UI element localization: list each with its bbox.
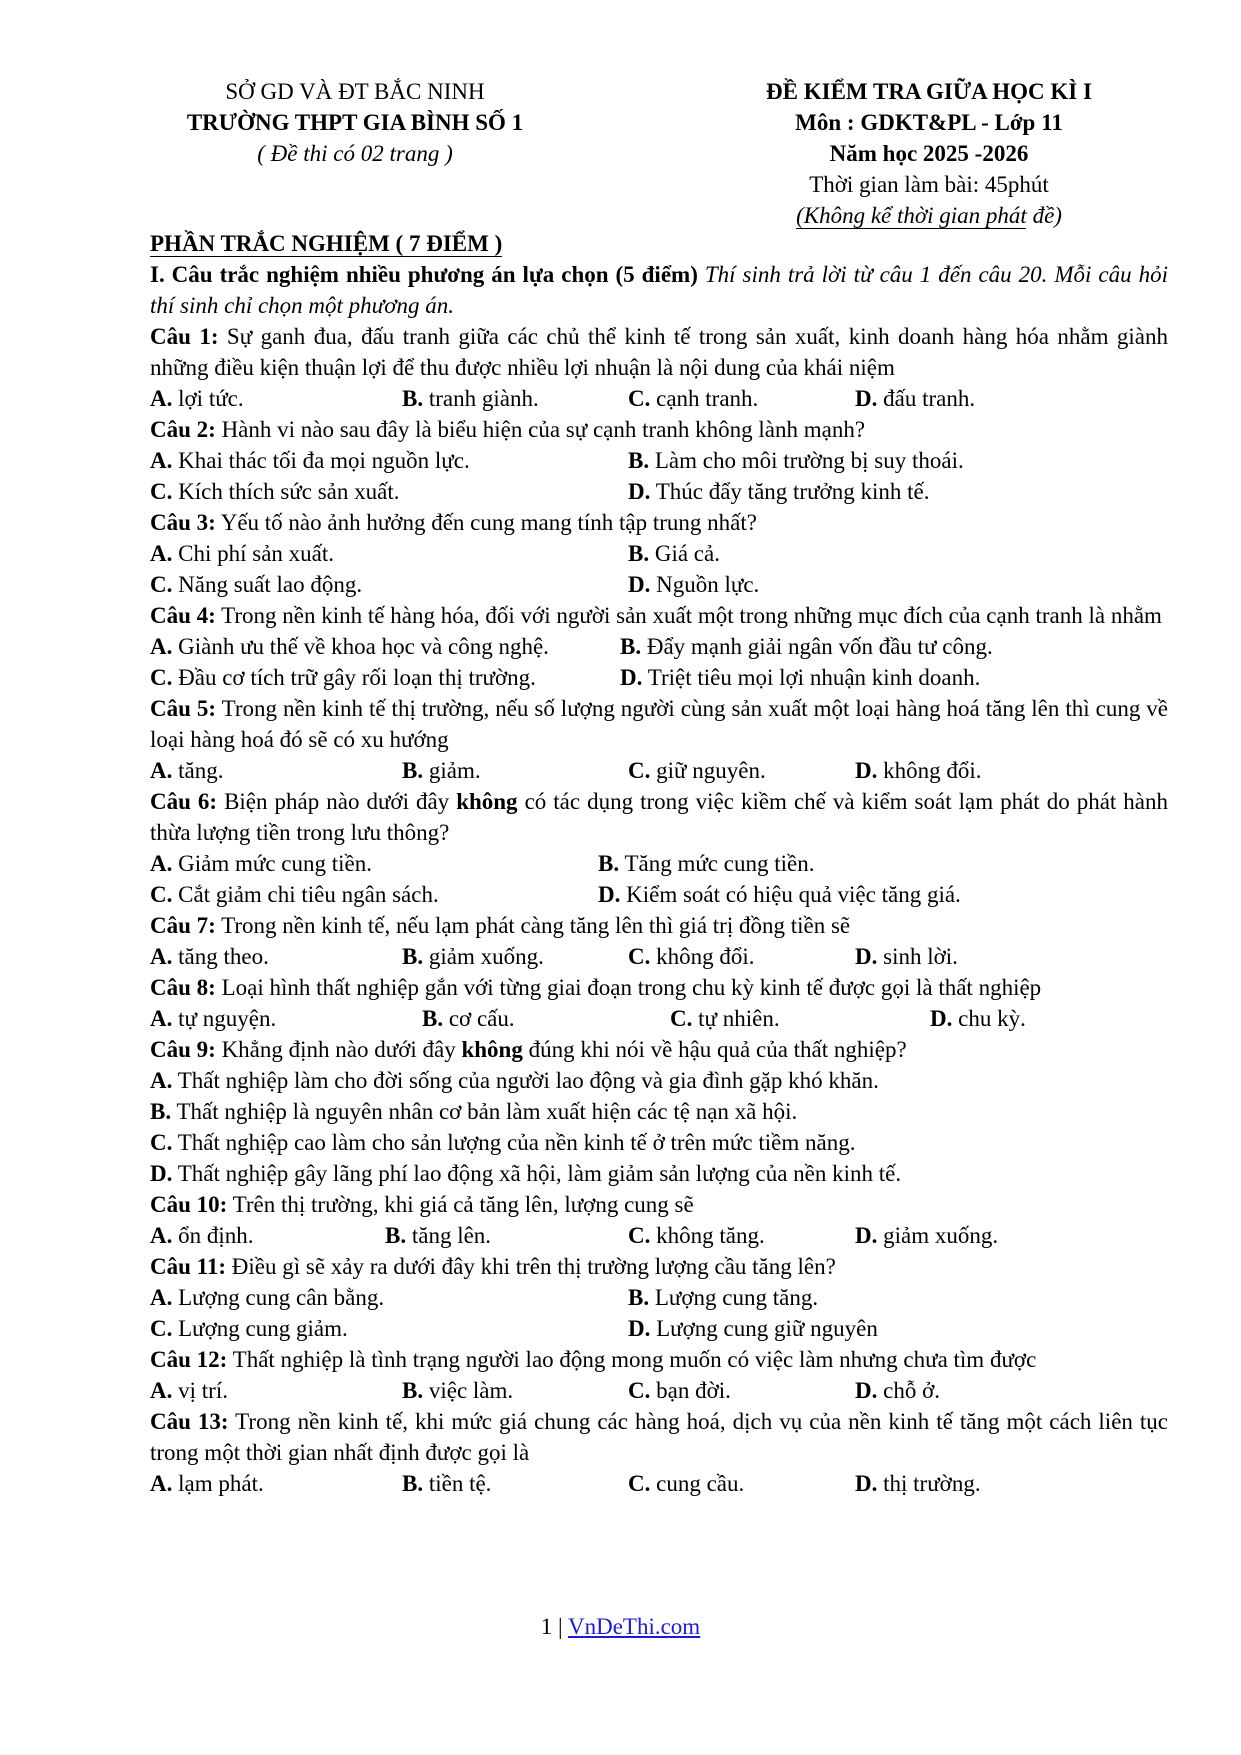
question-number: Câu 11: <box>150 1254 227 1279</box>
option-a: A. Giành ưu thế về khoa học và công nghệ. <box>150 634 549 659</box>
question-number: Câu 8: <box>150 975 216 1000</box>
emphasis-not: không <box>456 789 518 814</box>
option-d: D. đấu tranh. <box>855 386 976 411</box>
exam-info-block <box>690 76 1168 231</box>
options-8 <box>150 1003 1168 1034</box>
option-a: A. tăng theo. <box>150 944 269 969</box>
school-year: Năm học 2025 -2026 <box>829 141 1029 166</box>
question-number: Câu 1: <box>150 324 219 349</box>
question-number: Câu 6: <box>150 789 218 814</box>
option-a: A. vị trí. <box>150 1378 228 1403</box>
option-b: B. Thất nghiệp là nguyên nhân cơ bản làm xuất hiện các tệ nạn xã hội. <box>150 1099 798 1124</box>
options-6b <box>150 879 1168 910</box>
question-5 <box>150 693 1168 755</box>
option-d: D. chu kỳ. <box>930 1006 1026 1031</box>
question-number: Câu 12: <box>150 1347 228 1372</box>
option-b: B. việc làm. <box>402 1378 514 1403</box>
question-text: Hành vi nào sau đây là biểu hiện của sự cạnh tranh không lành mạnh? <box>215 417 866 442</box>
options-4a <box>150 631 1168 662</box>
option-b: B. tranh giành. <box>402 386 539 411</box>
question-text: Sự ganh đua, đấu tranh giữa các chủ thể kinh tế trong sản xuất, kinh doanh hàng hóa nhằm giành những điều kiện thuận lợi để thu được nhiều lợi nhuận là nội dung của khái niệm <box>150 324 1168 380</box>
options-1 <box>150 383 1168 414</box>
option-d: D. thị trường. <box>855 1471 981 1496</box>
option-b: B. Lượng cung tăng. <box>628 1285 819 1310</box>
option-c: C. cạnh tranh. <box>628 386 759 411</box>
option-b: B. Làm cho môi trường bị suy thoái. <box>628 448 964 473</box>
option-b: B. tiền tệ. <box>402 1471 492 1496</box>
options-5 <box>150 755 1168 786</box>
option-a: A. Thất nghiệp làm cho đời sống của người lao động và gia đình gặp khó khăn. <box>150 1068 879 1093</box>
question-number: Câu 9: <box>150 1037 216 1062</box>
option-c: C. Đầu cơ tích trữ gây rối loạn thị trường. <box>150 665 536 690</box>
option-b: B. tăng lên. <box>385 1223 492 1248</box>
question-text: Trong nền kinh tế hàng hóa, đối với người sản xuất một trong những mục đích của cạnh tranh là nhằm <box>215 603 1162 628</box>
question-6: Câu 6: Biện pháp nào dưới đây không có tác dụng trong việc kiềm chế và kiểm soát lạm phát do phát hành thừa lượng tiền trong lưu thông? <box>150 789 1169 845</box>
option-c: C. cung cầu. <box>628 1471 745 1496</box>
question-text: Loại hình thất nghiệp gắn với từng giai đoạn trong chu kỳ kinh tế được gọi là thất nghiệp <box>215 975 1042 1000</box>
options-7 <box>150 941 1168 972</box>
option-a: A. Lượng cung cân bằng. <box>150 1285 385 1310</box>
question-text: Trong nền kinh tế, nếu lạm phát càng tăng lên thì giá trị đồng tiền sẽ <box>215 913 851 938</box>
part1-intro <box>150 259 1168 321</box>
option-c: C. không tăng. <box>628 1223 765 1248</box>
option-b: B. Giá cả. <box>628 541 720 566</box>
option-d: D. Lượng cung giữ nguyên <box>628 1316 878 1341</box>
option-d: D. không đổi. <box>855 758 982 783</box>
question-number: Câu 3: <box>150 510 216 535</box>
option-c: C. giữ nguyên. <box>628 758 766 783</box>
option-c: C. không đổi. <box>628 944 755 969</box>
school-name: TRƯỜNG THPT GIA BÌNH SỐ 1 <box>186 110 524 135</box>
options-10 <box>150 1220 1168 1251</box>
duration: Thời gian làm bài: 45phút <box>809 172 1049 197</box>
option-c: C. Kích thích sức sản xuất. <box>150 479 400 504</box>
duration-note: (Không kể thời gian phát đề) <box>796 203 1062 228</box>
option-a: A. Khai thác tối đa mọi nguồn lực. <box>150 448 470 473</box>
option-c: C. Lượng cung giảm. <box>150 1316 348 1341</box>
question-text: Trong nền kinh tế, khi mức giá chung các hàng hoá, dịch vụ của nền kinh tế tăng một cách liên tục trong một thời gian nhất định được gọi là <box>150 1409 1169 1465</box>
emphasis-not: không <box>461 1037 523 1062</box>
option-d: D. sinh lời. <box>855 944 958 969</box>
option-a: A. lạm phát. <box>150 1471 264 1496</box>
question-number: Câu 5: <box>150 696 217 721</box>
exam-title: ĐỀ KIỂM TRA GIỮA HỌC KÌ I <box>766 79 1092 104</box>
question-number: Câu 13: <box>150 1409 229 1434</box>
option-b: B. cơ cấu. <box>422 1006 515 1031</box>
question-3 <box>150 507 1168 538</box>
department-name: SỞ GD VÀ ĐT BẮC NINH <box>225 79 485 104</box>
question-1 <box>150 321 1168 383</box>
option-a: A. Chi phí sản xuất. <box>150 541 335 566</box>
question-number: Câu 2: <box>150 417 216 442</box>
option-b: B. Đẩy mạnh giải ngân vốn đầu tư công. <box>620 634 993 659</box>
option-c: C. Cắt giảm chi tiêu ngân sách. <box>150 882 439 907</box>
option-a: A. tăng. <box>150 758 224 783</box>
options-2b <box>150 476 1168 507</box>
option-a: A. Giảm mức cung tiền. <box>150 851 372 876</box>
option-d: D. Nguồn lực. <box>628 572 760 597</box>
question-text: Yếu tố nào ảnh hưởng đến cung mang tính tập trung nhất? <box>215 510 757 535</box>
question-text: Trong nền kinh tế thị trường, nếu số lượng người cùng sản xuất một loại hàng hoá tăng lên thì cung về loại hàng hoá đó sẽ có xu hướng <box>150 696 1168 752</box>
exam-page <box>150 76 1168 1499</box>
question-number: Câu 10: <box>150 1192 228 1217</box>
page-number: 1 | <box>540 1614 568 1639</box>
options-11a <box>150 1282 1168 1313</box>
exam-body <box>150 231 1169 1499</box>
part1-instruction: Thí sinh trả lời từ câu 1 đến câu 20. Mỗi câu hỏi thí sinh chỉ chọn một phương án. <box>150 262 1168 318</box>
option-c: C. tự nhiên. <box>670 1006 780 1031</box>
options-11b <box>150 1313 1168 1344</box>
option-c: C. bạn đời. <box>628 1378 731 1403</box>
options-3a <box>150 538 1168 569</box>
question-10 <box>150 1189 1168 1220</box>
option-d: D. Triệt tiêu mọi lợi nhuận kinh doanh. <box>620 665 981 690</box>
option-a: A. ổn định. <box>150 1223 254 1248</box>
option-c: C. Thất nghiệp cao làm cho sản lượng của nền kinh tế ở trên mức tiềm năng. <box>150 1130 856 1155</box>
question-number: Câu 4: <box>150 603 216 628</box>
options-4b <box>150 662 1168 693</box>
option-c: C. Năng suất lao động. <box>150 572 363 597</box>
options-12 <box>150 1375 1168 1406</box>
question-4 <box>150 600 1168 631</box>
option-d: D. giảm xuống. <box>855 1223 999 1248</box>
option-d: D. Thất nghiệp gây lãng phí lao động xã hội, làm giảm sản lượng của nền kinh tế. <box>150 1161 902 1186</box>
part1-heading: I. Câu trắc nghiệm nhiều phương án lựa chọn (5 điểm) <box>150 262 698 287</box>
option-d: D. chỗ ở. <box>855 1378 940 1403</box>
option-d: D. Kiểm soát có hiệu quả việc tăng giá. <box>598 882 961 907</box>
question-12 <box>150 1344 1168 1375</box>
options-6a <box>150 848 1168 879</box>
options-2a <box>150 445 1168 476</box>
question-number: Câu 7: <box>150 913 216 938</box>
option-a: A. tự nguyện. <box>150 1006 277 1031</box>
option-a: A. lợi tức. <box>150 386 244 411</box>
question-7 <box>150 910 1168 941</box>
school-block <box>150 76 560 169</box>
options-13 <box>150 1468 1168 1499</box>
options-3b <box>150 569 1168 600</box>
question-8 <box>150 972 1168 1003</box>
question-text: Trên thị trường, khi giá cả tăng lên, lượng cung sẽ <box>227 1192 694 1217</box>
question-11 <box>150 1251 1168 1282</box>
option-b: B. giảm xuống. <box>402 944 544 969</box>
page-count-note: ( Đề thi có 02 trang ) <box>257 141 453 166</box>
question-text: Điều gì sẽ xảy ra dưới đây khi trên thị trường lượng cầu tăng lên? <box>226 1254 836 1279</box>
option-b: B. giảm. <box>402 758 481 783</box>
question-text: Thất nghiệp là tình trạng người lao động mong muốn có việc làm nhưng chưa tìm được <box>227 1347 1037 1372</box>
page-footer <box>0 1614 1241 1640</box>
question-2 <box>150 414 1168 445</box>
exam-header <box>150 76 1168 236</box>
option-d: D. Thúc đẩy tăng trưởng kinh tế. <box>628 479 930 504</box>
question-13 <box>150 1406 1168 1468</box>
option-b: B. Tăng mức cung tiền. <box>598 851 815 876</box>
site-link[interactable]: VnDeThi.com <box>567 1614 701 1639</box>
section-title: PHẦN TRẮC NGHIỆM ( 7 ĐIỂM ) <box>150 231 503 256</box>
question-9: Câu 9: Khẳng định nào dưới đây không đúng khi nói về hậu quả của thất nghiệp? <box>150 1037 907 1062</box>
subject-line: Môn : GDKT&PL - Lớp 11 <box>795 110 1063 135</box>
